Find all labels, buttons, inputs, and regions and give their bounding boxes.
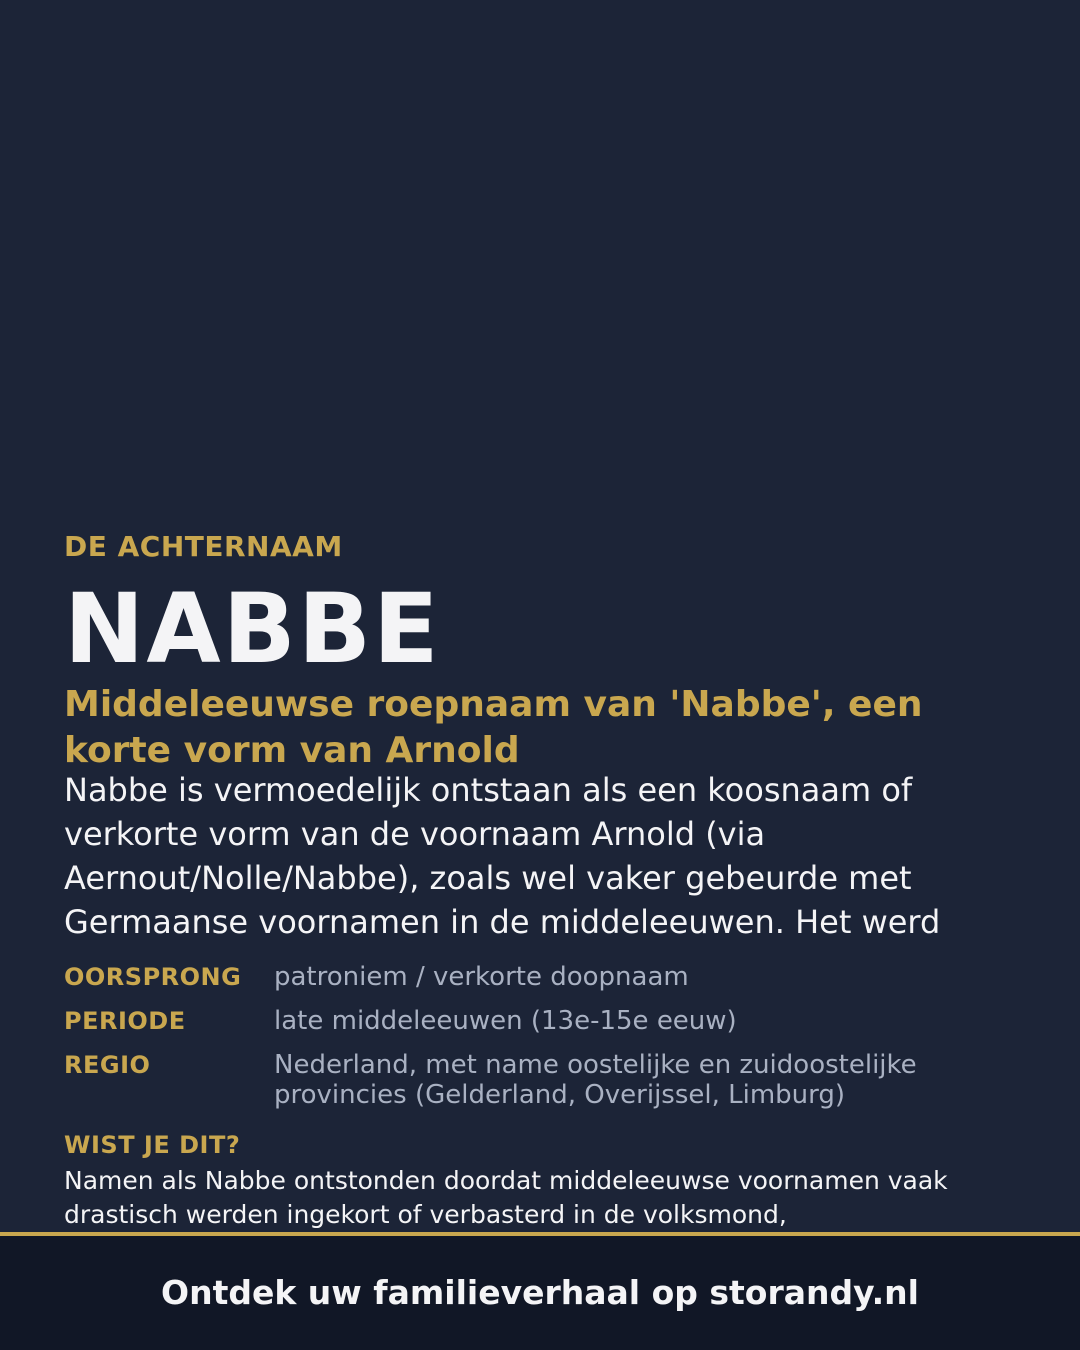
fact-value-origin: patroniem / verkorte doopnaam — [274, 962, 689, 992]
fact-row-origin — [64, 962, 1016, 992]
trivia-text: Namen als Nabbe ontstonden doordat middeleeuwse voornamen vaak drastisch werden ingekort of verbasterd in de volksmond, — [64, 1166, 948, 1229]
footer-banner — [0, 1232, 1080, 1350]
surname-title: NABBE — [64, 573, 441, 685]
eyebrow-label: DE ACHTERNAAM — [64, 530, 343, 563]
fact-label-region: REGIO — [64, 1051, 151, 1079]
fact-label-period: PERIODE — [64, 1007, 186, 1035]
facts-list — [64, 962, 1016, 1124]
fact-label-origin: OORSPRONG — [64, 963, 242, 991]
footer-cta-text: Ontdek uw familieverhaal op storandy.nl — [161, 1273, 919, 1312]
trivia-heading: WIST JE DIT? — [64, 1131, 241, 1159]
meaning-subtitle: Middeleeuwse roepnaam van 'Nabbe', een korte vorm van Arnold — [64, 684, 923, 771]
fact-value-period: late middeleeuwen (13e-15e eeuw) — [274, 1006, 737, 1036]
surname-card — [64, 0, 1016, 1232]
fact-value-region: Nederland, met name oostelijke en zuidoostelijke provincies (Gelderland, Overijssel, Limburg) — [274, 1050, 917, 1110]
story-text: Nabbe is vermoedelijk ontstaan als een koosnaam of verkorte vorm van de voornaam Arnold (via Aernout/Nolle/Nabbe), zoals wel vaker gebeurde met Germaanse voornamen in de middeleeuwen. Het werd — [64, 771, 941, 941]
fact-row-period — [64, 1006, 1016, 1036]
fact-row-region — [64, 1050, 1016, 1110]
